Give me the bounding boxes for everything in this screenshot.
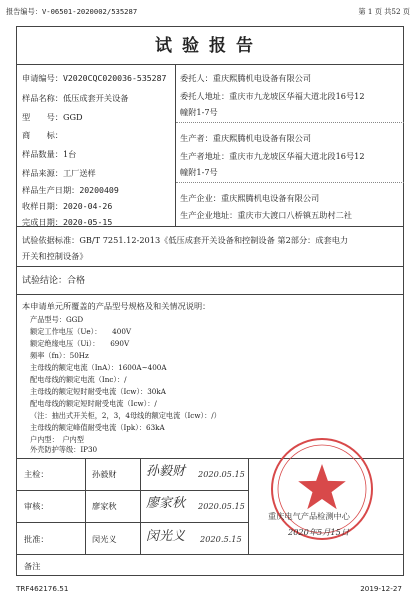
- signature-chief: 孙毅财: [146, 464, 186, 479]
- test-basis: 试验依据标准：GB/T 7251.12-2013《低压成套开关设备和控制设备 第2部分：成套电力: [22, 235, 349, 245]
- stamp-date: 2020年5月15日: [288, 527, 350, 537]
- divider-client: [176, 122, 404, 123]
- coverage-line: 额定绝缘电压（Ui）： 690V: [30, 339, 130, 348]
- production-date: 样品生产日期：20200409: [22, 185, 119, 195]
- divider-sig-r2: [16, 522, 248, 523]
- client-address: 委托人地址：重庆市九龙坡区华福大道北段16号12: [180, 91, 365, 101]
- divider-sig-v3: [248, 458, 249, 554]
- coverage-line: （注：抽出式开关柜，2，3，4母线的额定电流（Icw）：/）: [30, 411, 221, 420]
- completed-date: 完成日期：2020-05-15: [22, 217, 113, 227]
- trademark: 商 标：: [22, 130, 63, 140]
- factory-address: 生产企业地址：重庆市大渡口八桥镇五助村二社: [180, 210, 352, 220]
- signature-review: 廖家秋: [146, 496, 186, 511]
- page-info: 第 1 页 共52 页: [358, 7, 410, 16]
- coverage-intro: 本申请单元所覆盖的产品型号规格及和关情况说明：: [22, 301, 211, 311]
- test-conclusion: 试验结论：合格: [22, 276, 86, 286]
- coverage-line: 产品型号：GGD: [30, 315, 84, 324]
- divider-sig-v1: [85, 458, 86, 554]
- application-no: 申请编号：V2020CQC020036-535287: [22, 73, 167, 83]
- divider-title: [16, 64, 404, 65]
- received-date: 收样日期：2020-04-26: [22, 201, 113, 211]
- coverage-line: 额定工作电压（Ue）： 400V: [30, 327, 132, 336]
- stamp-star-icon: [298, 464, 346, 509]
- coverage-line: 频率（fn）：50Hz: [30, 351, 89, 360]
- sig-role-chief: 主检：: [24, 469, 49, 479]
- sig-name-review: 廖家秋: [92, 501, 117, 511]
- coverage-line: 主母线的额定峰值耐受电流（Ipk）：63kA: [30, 423, 165, 432]
- divider-sig-r1: [16, 490, 248, 491]
- remarks-label: 备注: [24, 561, 41, 571]
- test-basis-cont: 开关和控制设备》: [22, 251, 88, 261]
- producer: 生产者：重庆熙腾机电设备有限公司: [180, 133, 312, 143]
- sig-role-approve: 批准：: [24, 534, 49, 544]
- sample-quantity: 样品数量：1台: [22, 149, 77, 159]
- sig-role-review: 审核：: [24, 501, 49, 511]
- coverage-line: 主母线的额定电流（InA）：1600A~400A: [30, 363, 167, 372]
- producer-address: 生产者地址：重庆市九龙坡区华福大道北段16号12: [180, 151, 365, 161]
- report-title: 试验报告: [155, 36, 263, 56]
- coverage-line: 外壳防护等级：IP30: [30, 445, 98, 454]
- sample-source: 样品来源：工厂送样: [22, 168, 96, 178]
- sig-date-approve: 2020.5.15: [200, 534, 242, 544]
- footer-date: 2019-12-27: [360, 584, 402, 593]
- report-number-label: 报告编号：: [6, 7, 42, 16]
- sig-date-review: 2020.05.15: [198, 501, 245, 511]
- footer-form-id: TRF462176.51: [16, 584, 69, 593]
- divider-conclusion: [16, 294, 404, 295]
- client: 委托人：重庆熙腾机电设备有限公司: [180, 73, 312, 83]
- sig-name-approve: 闵光义: [92, 534, 117, 544]
- divider-producer: [176, 182, 404, 183]
- divider-basis: [16, 266, 404, 267]
- client-address-cont: 幢附1-7号: [180, 107, 218, 117]
- coverage-line: 配电母线的额定短时耐受电流（Icw）：/: [30, 399, 157, 408]
- stamp-text: 重庆电气产品检测中心: [268, 511, 350, 521]
- sig-name-chief: 孙毅财: [92, 469, 117, 479]
- divider-info-center: [175, 64, 176, 226]
- coverage-line: 配电母线的额定电流（Inc）：/: [30, 375, 127, 384]
- model: 型 号：GGD: [22, 112, 83, 122]
- report-number: [6, 8, 137, 15]
- divider-info: [16, 226, 404, 227]
- factory: 生产企业：重庆熙腾机电设备有限公司: [180, 193, 320, 203]
- divider-sig-v2: [140, 458, 141, 554]
- divider-remarks: [16, 554, 404, 555]
- coverage-line: 户内型： 户内型: [30, 435, 84, 444]
- report-number-value: V-06501-2020002/535287: [41, 7, 138, 16]
- signature-approve: 闵光义: [146, 529, 186, 544]
- coverage-line: 主母线的额定短时耐受电流（Icw）：30kA: [30, 387, 166, 396]
- sample-name: 样品名称：低压成套开关设备: [22, 93, 129, 103]
- sig-date-chief: 2020.05.15: [198, 469, 245, 479]
- producer-address-cont: 幢附1-7号: [180, 167, 218, 177]
